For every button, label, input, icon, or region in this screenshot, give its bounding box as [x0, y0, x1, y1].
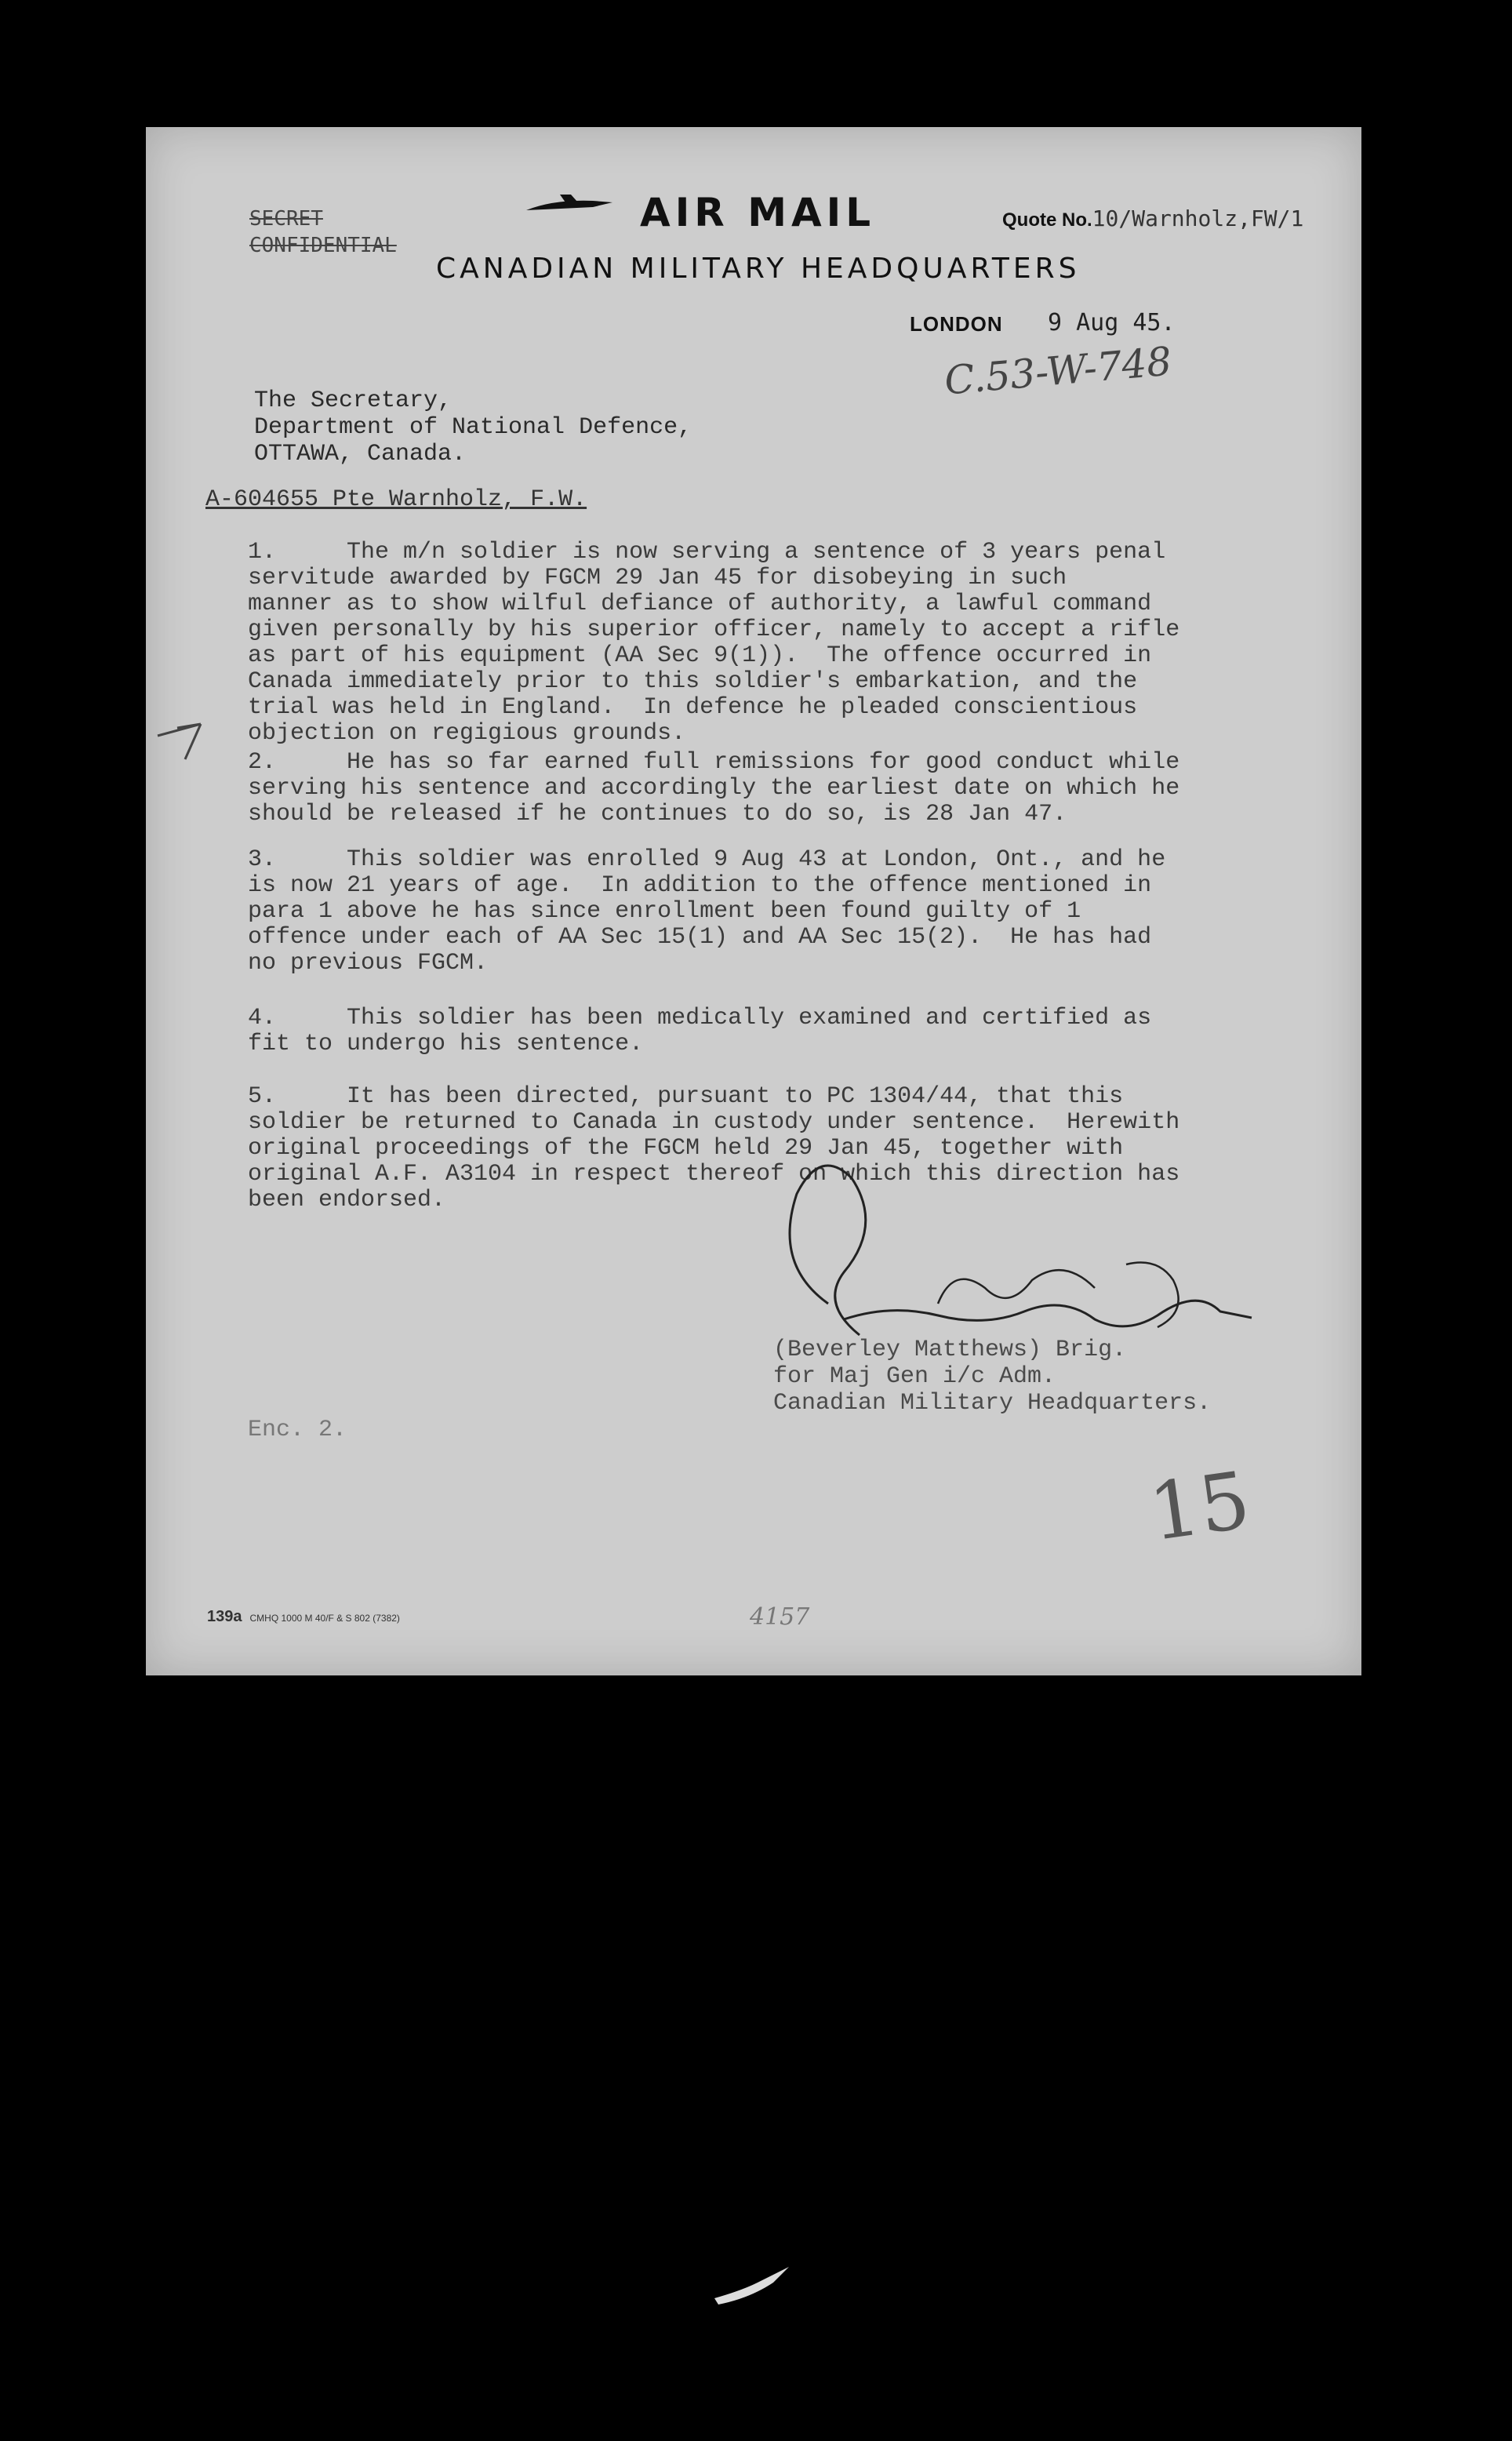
airplane-icon [522, 191, 616, 223]
recipient-address [254, 387, 692, 467]
subject-line: A-604655 Pte Warnholz, F.W. [205, 486, 587, 513]
classification-stamp [249, 206, 397, 259]
paragraph-4 [248, 1006, 1291, 1057]
signature-line: (Beverley Matthews) Brig. [773, 1337, 1127, 1363]
location: LONDON [910, 312, 1003, 336]
air-mail-heading: AIR MAIL [640, 190, 876, 235]
enclosure-count: Enc. 2. [248, 1417, 347, 1443]
document-page [146, 127, 1361, 1675]
paragraph-3 [248, 847, 1291, 977]
paragraph-line: 2. He has so far earned full remissions for good conduct while [248, 749, 1180, 776]
organization-heading: CANADIAN MILITARY HEADQUARTERS [436, 253, 1081, 285]
form-code [207, 1608, 400, 1626]
form-code-printer: CMHQ 1000 M 40/F & S 802 (7382) [249, 1613, 400, 1624]
paragraph-line: soldier be returned to Canada in custody under sentence. Herewith [248, 1109, 1180, 1136]
paragraph-line: original proceedings of the FGCM held 29 Jan 45, together with [248, 1135, 1124, 1162]
signature-line: Canadian Military Headquarters. [773, 1390, 1212, 1417]
paragraph-line: trial was held in England. In defence he pleaded conscientious [248, 694, 1138, 721]
paragraph-line: 5. It has been directed, pursuant to PC 1304/44, that this [248, 1083, 1124, 1110]
paragraph-line: is now 21 years of age. In addition to the offence mentioned in [248, 872, 1152, 899]
paragraph-line: serving his sentence and accordingly the earliest date on which he [248, 775, 1180, 802]
letter-date: 9 Aug 45. [1048, 309, 1176, 337]
classification-confidential: CONFIDENTIAL [249, 234, 397, 257]
paragraph-line: 3. This soldier was enrolled 9 Aug 43 at London, Ont., and he [248, 846, 1166, 873]
quote-label: Quote No. [1002, 209, 1092, 231]
file-reference-handwritten: C.53-W-748 [943, 338, 1174, 404]
paragraph-line: 4. This soldier has been medically examined and certified as [248, 1005, 1152, 1031]
paragraph-line: should be released if he continues to do so, is 28 Jan 47. [248, 801, 1067, 828]
classification-secret: SECRET [249, 207, 323, 231]
address-line: Department of National Defence, [254, 414, 692, 441]
address-line: OTTAWA, Canada. [254, 441, 467, 467]
paragraph-2 [248, 750, 1291, 828]
paragraph-line: fit to undergo his sentence. [248, 1031, 644, 1057]
handwritten-signature [656, 1147, 1283, 1351]
paragraph-line: 1. The m/n soldier is now serving a sentence of 3 years penal [248, 539, 1166, 566]
quote-number [1002, 206, 1303, 231]
handwritten-number: 4157 [750, 1603, 810, 1631]
paragraph-line: para 1 above he has since enrollment been found guilty of 1 [248, 898, 1081, 925]
page-number-handwritten: 15 [1143, 1453, 1256, 1559]
paragraph-line: original A.F. A3104 in respect thereof on which this direction has [248, 1161, 1180, 1188]
form-code-number: 139a [207, 1608, 242, 1625]
paragraph-line: given personally by his superior officer, namely to accept a rifle [248, 617, 1180, 643]
paper-scrap-icon [711, 2259, 797, 2306]
quote-value: 10/Warnholz,FW/1 [1092, 206, 1304, 231]
paragraph-1 [248, 540, 1291, 747]
arrow-annotation-icon [154, 704, 224, 767]
signature-line: for Maj Gen i/c Adm. [773, 1363, 1056, 1390]
paragraph-line: offence under each of AA Sec 15(1) and AA Sec 15(2). He has had [248, 924, 1152, 951]
paragraph-line: as part of his equipment (AA Sec 9(1)). The offence occurred in [248, 642, 1152, 669]
paragraph-line: Canada immediately prior to this soldier's embarkation, and the [248, 668, 1138, 695]
paragraph-line: manner as to show wilful defiance of authority, a lawful command [248, 591, 1152, 617]
paragraph-line: no previous FGCM. [248, 950, 489, 977]
paragraph-line: servitude awarded by FGCM 29 Jan 45 for disobeying in such [248, 565, 1067, 591]
address-line: The Secretary, [254, 387, 453, 414]
paragraph-line: objection on regigious grounds. [248, 720, 686, 747]
paragraph-line: been endorsed. [248, 1187, 446, 1213]
signature-block [773, 1337, 1211, 1417]
